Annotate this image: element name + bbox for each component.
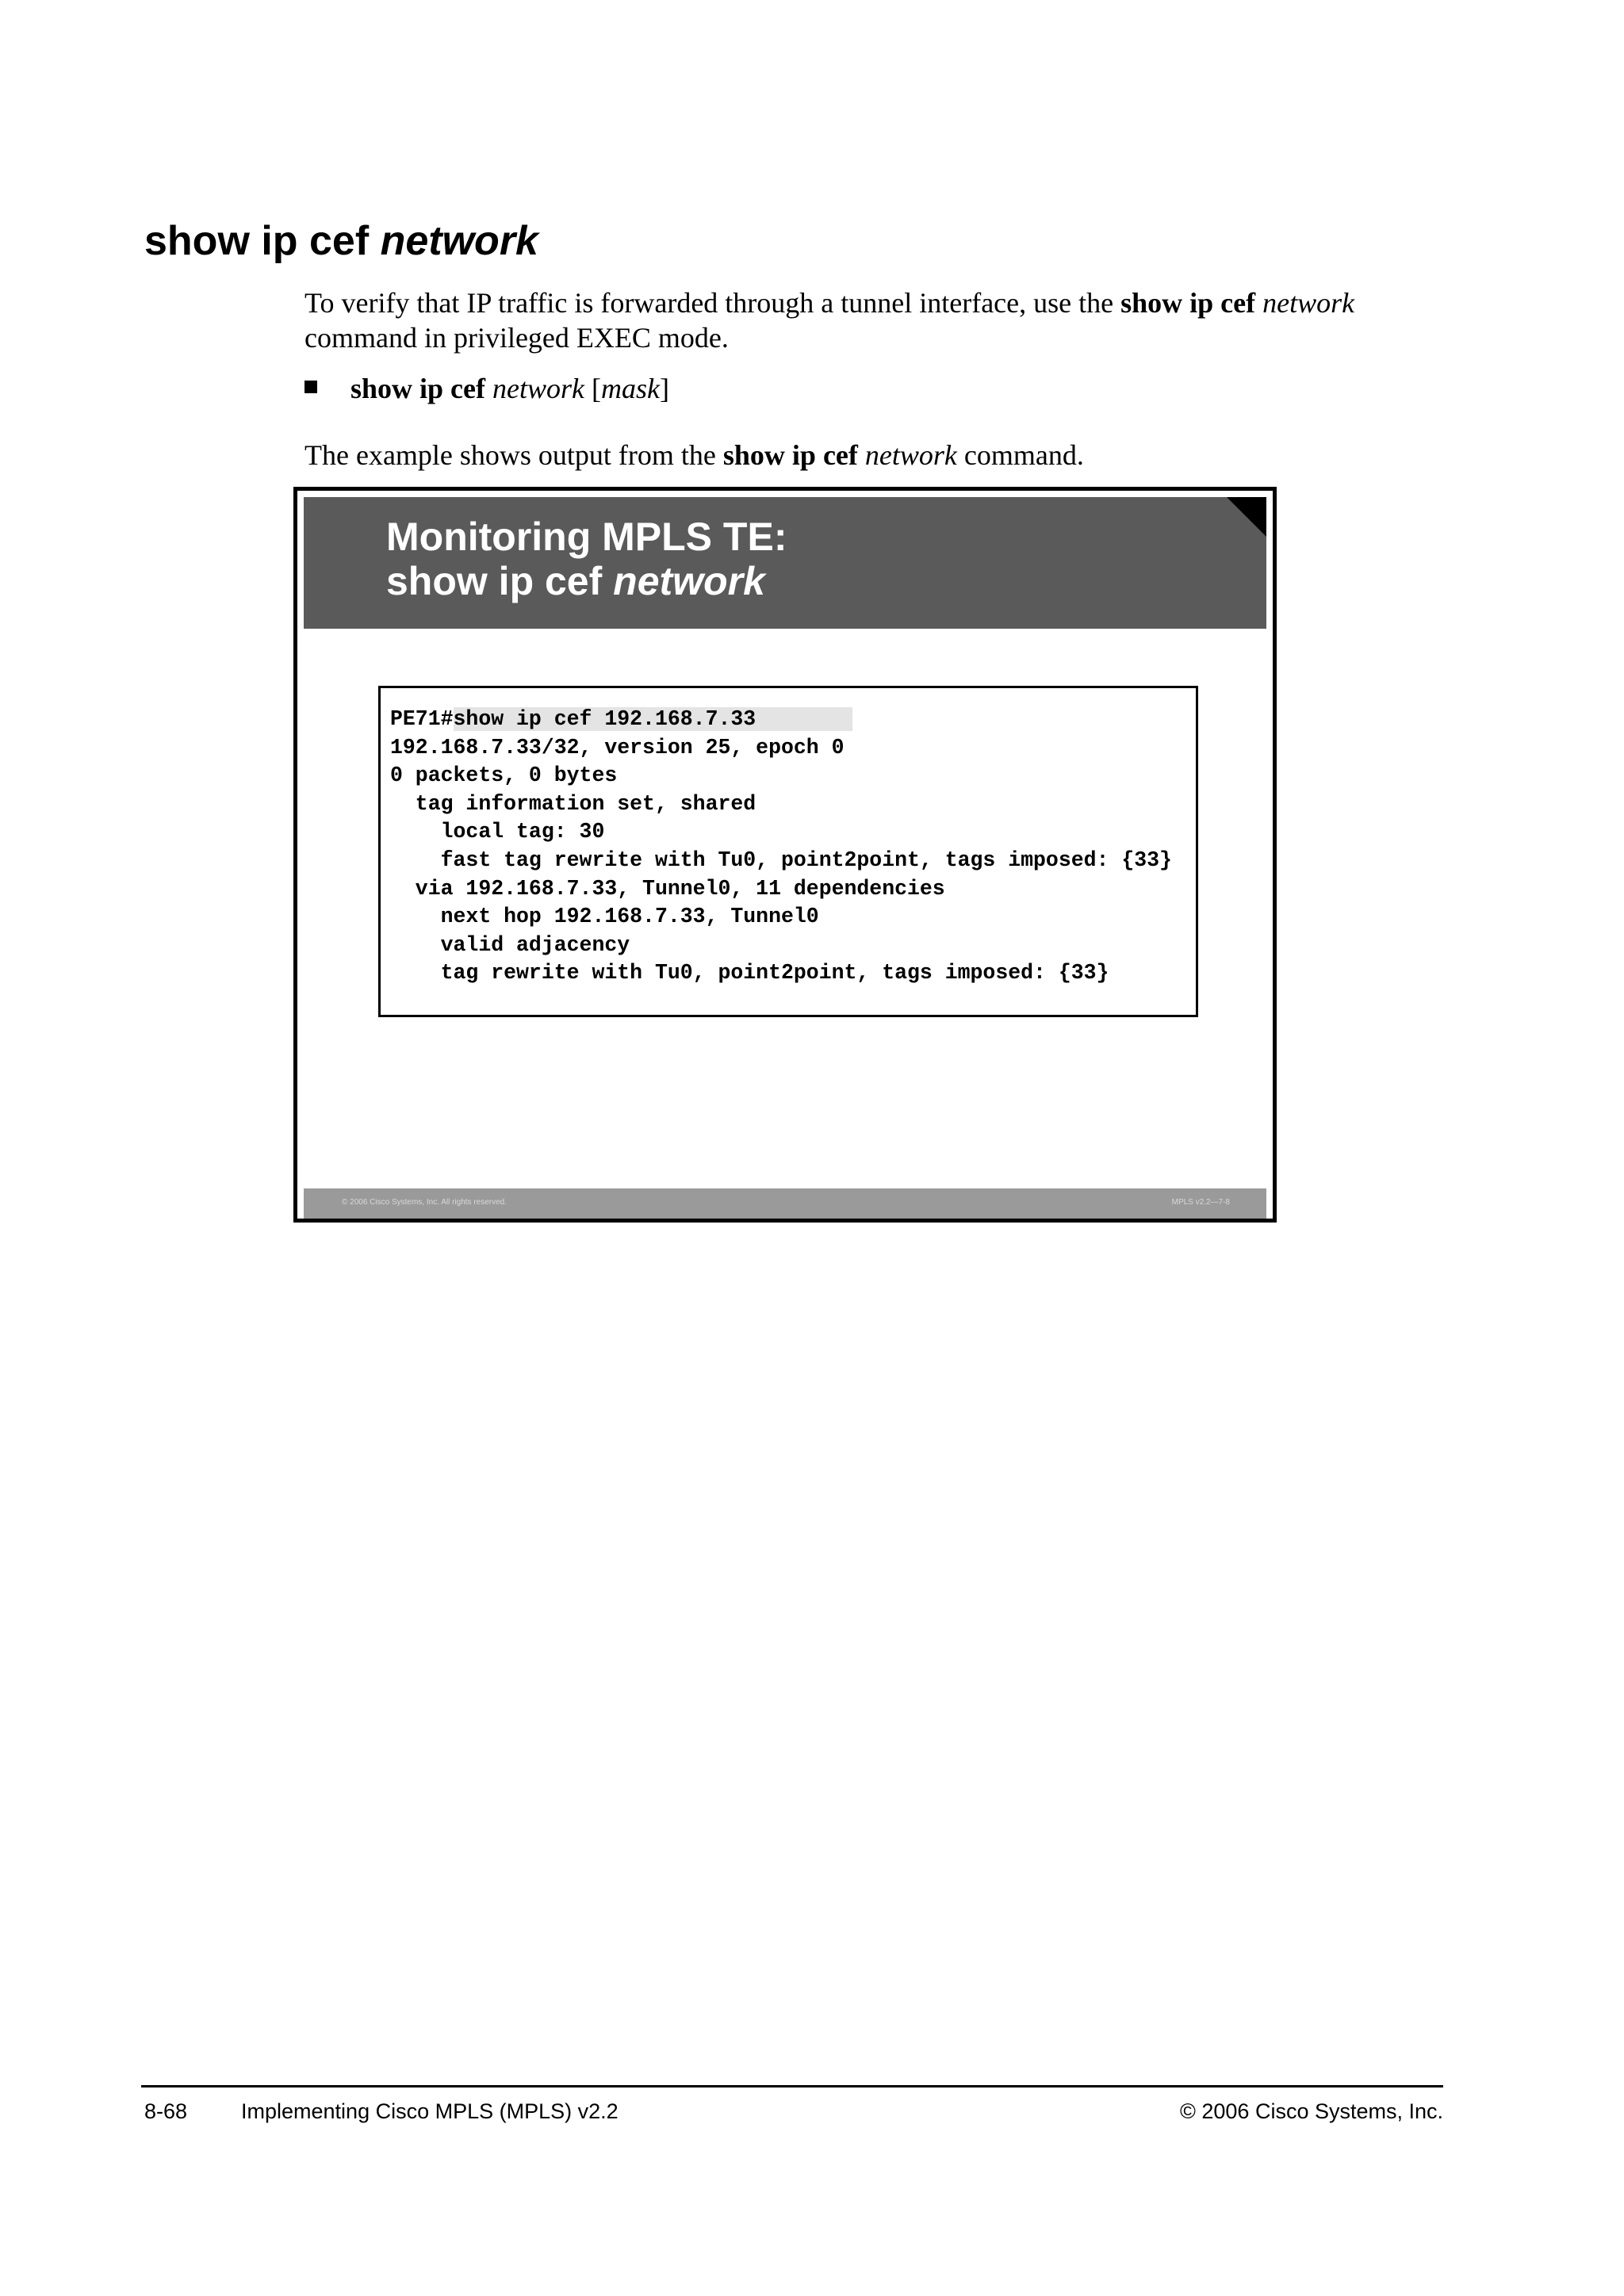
syntax-bracket-close: ] (659, 373, 669, 404)
terminal-line: next hop 192.168.7.33, Tunnel0 (390, 905, 819, 929)
slide-footer (304, 1188, 1266, 1219)
slide-figure (293, 487, 1277, 1223)
section-heading (144, 214, 538, 268)
terminal-line: 0 packets, 0 bytes (390, 763, 618, 788)
syntax-bullet (304, 371, 669, 406)
terminal-line: tag information set, shared (390, 791, 756, 816)
slide-title (386, 515, 787, 603)
example-text-end: command. (956, 439, 1084, 471)
example-paragraph (304, 438, 1415, 473)
slide-title-line2 (386, 559, 787, 603)
intro-text: To verify that IP traffic is forwarded through a tunnel interface, use the (304, 287, 1121, 319)
terminal-output (378, 686, 1198, 1017)
terminal-line: local tag: 30 (390, 820, 605, 844)
slide-corner-triangle (1227, 497, 1266, 537)
page-copyright: © 2006 Cisco Systems, Inc. (1179, 2099, 1443, 2123)
example-command: show ip cef (722, 439, 858, 471)
heading-command: show ip cef (144, 218, 381, 264)
heading-argument: network (380, 218, 538, 264)
example-text: The example shows output from the (304, 439, 723, 471)
slide-header (304, 497, 1266, 629)
slide-footer-copyright: © 2006 Cisco Systems, Inc. All rights reserved. (342, 1198, 508, 1207)
intro-paragraph (304, 285, 1415, 355)
syntax-argument: network (492, 373, 584, 404)
terminal-line: fast tag rewrite with Tu0, point2point, tags imposed: {33} (390, 848, 1172, 872)
syntax-bracket-open: [ (584, 373, 601, 404)
course-title: Implementing Cisco MPLS (MPLS) v2.2 (241, 2099, 619, 2123)
slide-title-line1: Monitoring MPLS TE: (386, 515, 787, 559)
terminal-command: show ip cef 192.168.7.33 (454, 707, 853, 731)
intro-space (1255, 287, 1262, 319)
terminal-line: via 192.168.7.33, Tunnel0, 11 dependencies (390, 876, 945, 901)
slide-title-command: show ip cef (386, 559, 614, 603)
example-space (858, 439, 865, 471)
intro-argument: network (1262, 287, 1355, 319)
intro-command: show ip cef (1120, 287, 1256, 319)
example-argument: network (864, 439, 957, 471)
slide-footer-version: MPLS v2.2—7-8 (1171, 1198, 1230, 1207)
bullet-square-icon (304, 381, 317, 393)
terminal-line: 192.168.7.33/32, version 25, epoch 0 (390, 735, 845, 760)
terminal-prompt: PE71# (390, 707, 454, 731)
slide-title-argument: network (613, 559, 765, 603)
intro-text-end: command in privileged EXEC mode. (304, 322, 729, 354)
terminal-command-line (390, 706, 1196, 734)
syntax-optional-argument: mask (600, 373, 660, 404)
terminal-line: valid adjacency (390, 932, 630, 957)
syntax-space (485, 373, 492, 404)
footer-divider (141, 2085, 1443, 2087)
terminal-line: tag rewrite with Tu0, point2point, tags imposed: {33} (390, 961, 1109, 985)
page-number: 8-68 (144, 2099, 188, 2123)
syntax-command: show ip cef (350, 373, 485, 404)
